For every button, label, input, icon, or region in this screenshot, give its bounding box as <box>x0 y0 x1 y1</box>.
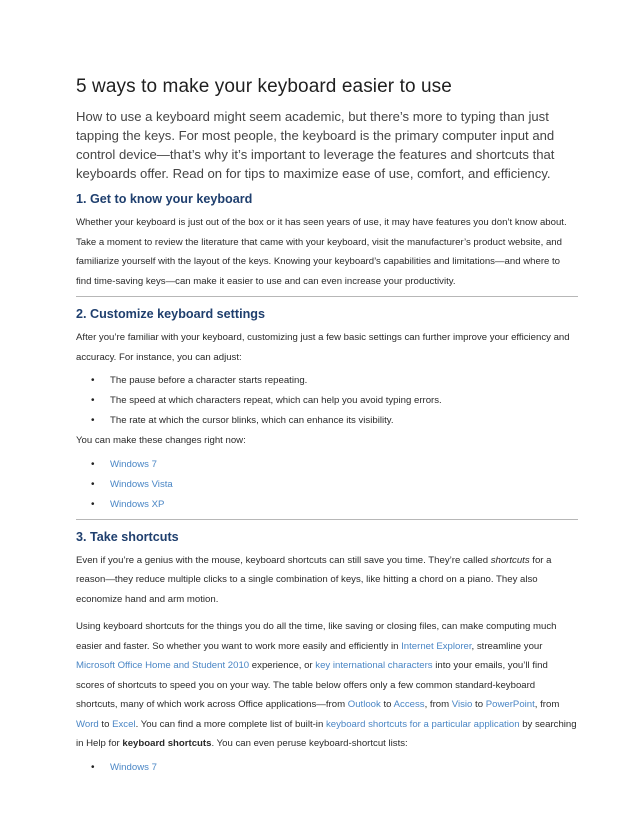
section-3-para-1: Even if you’re a genius with the mouse, keyboard shortcuts can still save you time. They’re called shortcuts for a reason—they reduce multiple clicks to a single combination of keys, like hitting a chord on a piano. They also economize hand and arm motion. <box>76 554 552 605</box>
link-office-home-student[interactable]: Microsoft Office Home and Student 2010 <box>76 660 250 671</box>
shortcut-lists <box>76 758 578 777</box>
bullet-icon: • <box>91 458 95 470</box>
link-internet-explorer[interactable]: Internet Explorer <box>401 640 472 652</box>
link-windows-7-shortcuts[interactable]: Windows 7 <box>110 761 157 773</box>
changes-intro: You can make these changes right now: <box>76 435 246 446</box>
bullet-icon: • <box>91 395 95 406</box>
bullet-icon: • <box>91 375 95 386</box>
section-1-body: Whether your keyboard is just out of the box or it has seen years of use, it may have features you don’t know about. Take a moment to review the literature that came with your keyboard, visit the manufacturer’s product website, and familiarize yourself with the layout of the keys. Knowing your keyboard’s capabilities and limitations—and where to find time-saving keys—can make it easier to use and can even increase your productivity. <box>76 217 567 287</box>
link-international-characters[interactable]: key international characters <box>315 660 433 671</box>
link-excel[interactable]: Excel <box>112 718 136 730</box>
section-2-heading: 2. Customize keyboard settings <box>76 307 265 321</box>
list-item <box>91 758 578 777</box>
list-item: • The rate at which the cursor blinks, which can enhance its visibility. <box>91 411 578 430</box>
link-word[interactable]: Word <box>76 718 99 730</box>
link-access[interactable]: Access <box>393 699 425 710</box>
link-powerpoint[interactable]: PowerPoint <box>485 699 535 710</box>
link-outlook[interactable]: Outlook <box>347 699 381 710</box>
os-links-list <box>76 455 578 514</box>
settings-list <box>76 371 578 430</box>
list-item <box>91 495 578 514</box>
link-windows-7[interactable]: Windows 7 <box>110 458 157 470</box>
link-windows-xp[interactable]: Windows XP <box>110 498 165 510</box>
list-item: • The speed at which characters repeat, which can help you avoid typing errors. <box>91 391 578 410</box>
section-2-body: After you’re familiar with your keyboard, customizing just a few basic settings can further improve your efficiency and accuracy. For instance, you can adjust: <box>76 332 570 363</box>
link-keyboard-shortcuts-application[interactable]: keyboard shortcuts for a particular application <box>325 718 520 730</box>
section-divider <box>76 296 578 297</box>
list-item <box>91 455 578 474</box>
section-1-heading: 1. Get to know your keyboard <box>76 192 253 206</box>
bullet-icon: • <box>91 498 95 510</box>
bullet-icon: • <box>91 761 95 773</box>
link-visio[interactable]: Visio <box>451 699 473 710</box>
section-3-heading: 3. Take shortcuts <box>76 529 179 544</box>
page-title: 5 ways to make your keyboard easier to use <box>76 76 452 97</box>
bullet-icon: • <box>91 415 95 426</box>
intro-paragraph: How to use a keyboard might seem academic, but there’s more to typing than just tapping the keys. For most people, the keyboard is the primary computer input and control device—that’s why it’s important to leverage the features and shortcuts that keyboards offer. Read on for tips to maximize ease of use, comfort, and efficiency. <box>76 109 555 181</box>
section-divider <box>76 519 578 520</box>
bullet-icon: • <box>91 478 95 490</box>
list-item: • The pause before a character starts repeating. <box>91 371 578 390</box>
link-windows-vista[interactable]: Windows Vista <box>110 478 173 490</box>
list-item <box>91 475 578 494</box>
section-3-para-2: Using keyboard shortcuts for the things you do all the time, like saving or closing files, can make computing much easier and faster. So whether you want to work more easily and efficiently in Internet Explorer, streamline your Microsoft Office Home and Student 2010 experience, or key international characters into your emails, you’ll find scores of shortcuts to speed you on your way. The table below offers only a few common standard-keyboard shortcuts, many of which work across Office applications—from Outlook to Access, from Visio to PowerPoint, from Word to Excel. You can find a more complete list of built-in keyboard shortcuts for a particular application by searching in Help for keyboard shortcuts. You can even peruse keyboard-shortcut lists: <box>76 621 577 749</box>
